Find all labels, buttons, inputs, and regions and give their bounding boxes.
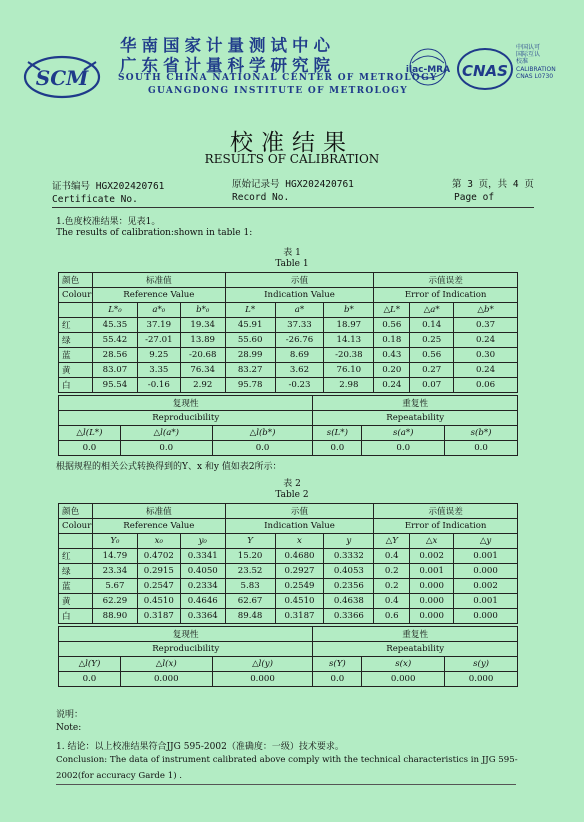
value-cell: 0.0 [362, 441, 445, 456]
value-cell: 0.0 [313, 672, 362, 687]
value-cell: 95.54 [92, 378, 137, 393]
value-cell: 0.14 [410, 318, 454, 333]
value-cell: 0.4510 [275, 594, 324, 609]
org-name-en-2: GUANGDONG INSTITUTE OF METROLOGY [148, 86, 409, 96]
value-cell: 0.3332 [324, 549, 374, 564]
repeatability-header-cn: 重复性 [313, 396, 518, 411]
sub-header: x [275, 534, 324, 549]
error-header-cn: 示值误差 [374, 273, 518, 288]
value-cell: 88.90 [92, 609, 137, 624]
table2-caption-en: Table 2 [275, 490, 309, 500]
sub-header: a* [275, 303, 324, 318]
value-cell: 0.2 [374, 564, 410, 579]
conclusion-cn: 1. 结论：以上校准结果符合JJG 595-2002（准确度：一级）技术要求。 [56, 742, 344, 752]
table-row [59, 318, 518, 333]
value-cell: 0.0 [313, 441, 362, 456]
value-cell: 2.98 [324, 378, 374, 393]
sub-header: △a* [410, 303, 454, 318]
ilac-mra-logo [400, 45, 456, 95]
value-cell: 15.20 [225, 549, 275, 564]
value-cell: 62.29 [92, 594, 137, 609]
value-cell: 0.06 [454, 378, 518, 393]
sub-header: a*₀ [137, 303, 180, 318]
repeatability-header-cn: 重复性 [313, 627, 518, 642]
reference-header-cn: 标准值 [92, 504, 225, 519]
colour-cell: 白 [59, 378, 93, 393]
value-cell: 9.25 [137, 348, 180, 363]
sub-header: s(x) [362, 657, 445, 672]
value-cell: -20.38 [324, 348, 374, 363]
value-cell: 0.3341 [180, 549, 225, 564]
value-cell: -0.16 [137, 378, 180, 393]
value-cell: 0.18 [374, 333, 410, 348]
value-cell: 5.67 [92, 579, 137, 594]
table1-repro [58, 395, 518, 456]
value-cell: 0.4638 [324, 594, 374, 609]
value-cell: 0.20 [374, 363, 410, 378]
colour-cell: 红 [59, 549, 93, 564]
sub-header: △x [410, 534, 454, 549]
sub-header: s(y) [445, 657, 518, 672]
value-cell: 0.2356 [324, 579, 374, 594]
table-row [59, 363, 518, 378]
value-cell: 0.4646 [180, 594, 225, 609]
colour-header-cn: 颜色 [59, 504, 93, 519]
sub-header: △l(a*) [120, 426, 212, 441]
value-cell: 8.69 [275, 348, 324, 363]
empty-cell [59, 534, 93, 549]
value-cell: 83.07 [92, 363, 137, 378]
table2-caption-cn: 表 2 [283, 479, 301, 489]
value-cell: 19.34 [180, 318, 225, 333]
footer-divider [56, 784, 516, 785]
value-cell: 0.0 [120, 441, 212, 456]
table1-caption-cn: 表 1 [283, 248, 301, 258]
value-cell: 0.2 [374, 579, 410, 594]
colour-cell: 黄 [59, 363, 93, 378]
intro-cn: 1.色度校准结果：见表1。 [56, 217, 161, 227]
colour-header-en: Colour [59, 288, 93, 303]
value-cell: 0.000 [410, 609, 454, 624]
sub-header: △y [454, 534, 518, 549]
value-cell: 45.35 [92, 318, 137, 333]
org-name-cn-2: 广东省计量科学研究院 [120, 56, 335, 75]
table-row [59, 378, 518, 393]
value-cell: 13.89 [180, 333, 225, 348]
value-cell: 0.0 [59, 672, 121, 687]
value-cell: 0.3187 [275, 609, 324, 624]
value-cell: 37.33 [275, 318, 324, 333]
reproducibility-header-en: Reproducibility [59, 642, 313, 657]
sub-header: b* [324, 303, 374, 318]
value-cell: 0.2549 [275, 579, 324, 594]
sub-header: s(L*) [313, 426, 362, 441]
value-cell: 0.000 [454, 564, 518, 579]
table-row [59, 333, 518, 348]
value-cell: 0.002 [410, 549, 454, 564]
value-cell: 0.0 [445, 441, 518, 456]
sub-header: Y [225, 534, 275, 549]
sub-header: s(a*) [362, 426, 445, 441]
value-cell: 14.13 [324, 333, 374, 348]
value-cell: 0.3366 [324, 609, 374, 624]
colour-header-en: Colour [59, 519, 93, 534]
value-cell: 0.002 [454, 579, 518, 594]
value-cell: -27.01 [137, 333, 180, 348]
value-cell: 0.37 [454, 318, 518, 333]
value-cell: 83.27 [225, 363, 275, 378]
repeatability-header-en: Repeatability [313, 411, 518, 426]
indication-header-cn: 示值 [225, 273, 374, 288]
value-cell: 0.4680 [275, 549, 324, 564]
colour-header-cn: 颜色 [59, 273, 93, 288]
sub-header: △l(x) [120, 657, 212, 672]
value-cell: 28.99 [225, 348, 275, 363]
value-cell: 0.001 [454, 549, 518, 564]
value-cell: 23.34 [92, 564, 137, 579]
table-row [59, 609, 518, 624]
value-cell: 0.000 [362, 672, 445, 687]
value-cell: 0.000 [454, 609, 518, 624]
header-divider [52, 207, 534, 208]
value-cell: 0.001 [410, 564, 454, 579]
value-cell: 76.34 [180, 363, 225, 378]
value-cell: 0.4510 [137, 594, 180, 609]
value-cell: 62.67 [225, 594, 275, 609]
value-cell: 0.000 [410, 579, 454, 594]
indication-header-cn: 示值 [225, 504, 374, 519]
sub-header: Y₀ [92, 534, 137, 549]
sub-header: y₀ [180, 534, 225, 549]
value-cell: 14.79 [92, 549, 137, 564]
sub-header: △l(L*) [59, 426, 121, 441]
value-cell: 0.000 [120, 672, 212, 687]
reference-header-en: Reference Value [92, 519, 225, 534]
value-cell: 0.4702 [137, 549, 180, 564]
table-row [59, 348, 518, 363]
colour-cell: 白 [59, 609, 93, 624]
value-cell: 0.6 [374, 609, 410, 624]
value-cell: 0.3364 [180, 609, 225, 624]
value-cell: 0.2334 [180, 579, 225, 594]
note-label-cn: 说明： [56, 710, 84, 720]
sub-header: b*₀ [180, 303, 225, 318]
value-cell: 76.10 [324, 363, 374, 378]
reference-header-en: Reference Value [92, 288, 225, 303]
table1-caption-en: Table 1 [275, 259, 309, 269]
value-cell: 23.52 [225, 564, 275, 579]
error-header-en: Error of Indication [374, 288, 518, 303]
table2-repro [58, 626, 518, 687]
value-cell: 0.24 [374, 378, 410, 393]
colour-cell: 蓝 [59, 579, 93, 594]
colour-cell: 蓝 [59, 348, 93, 363]
value-cell: 3.62 [275, 363, 324, 378]
value-cell: 0.25 [410, 333, 454, 348]
conclusion-en-2: 2002(for accuracy Garde 1) . [56, 771, 183, 781]
sub-header: x₀ [137, 534, 180, 549]
note-label-en: Note: [56, 723, 82, 733]
sub-header: △l(y) [212, 657, 313, 672]
value-cell: 2.92 [180, 378, 225, 393]
value-cell: 0.0 [212, 441, 313, 456]
sub-header: L*₀ [92, 303, 137, 318]
table-row [59, 564, 518, 579]
table2 [58, 503, 518, 624]
conversion-text: 根据规程的相关公式转换得到的Y、x 和y 值如表2所示： [56, 462, 282, 472]
value-cell: 28.56 [92, 348, 137, 363]
value-cell: -26.76 [275, 333, 324, 348]
value-cell: 0.30 [454, 348, 518, 363]
value-cell: 55.60 [225, 333, 275, 348]
conclusion-en-1: Conclusion: The data of instrument calibrated above comply with the technical characteristics in JJG 595- [56, 755, 518, 765]
value-cell: 0.2915 [137, 564, 180, 579]
colour-cell: 红 [59, 318, 93, 333]
value-cell: 0.56 [410, 348, 454, 363]
value-cell: 0.24 [454, 333, 518, 348]
value-cell: 0.4053 [324, 564, 374, 579]
value-cell: 0.3187 [137, 609, 180, 624]
value-cell: 0.07 [410, 378, 454, 393]
sub-header: △l(b*) [212, 426, 313, 441]
sub-header: △Y [374, 534, 410, 549]
value-cell: 0.4 [374, 549, 410, 564]
sub-header: △L* [374, 303, 410, 318]
reproducibility-header-cn: 复现性 [59, 627, 313, 642]
value-cell: 45.91 [225, 318, 275, 333]
value-cell: 55.42 [92, 333, 137, 348]
scm-logo [22, 50, 102, 102]
empty-cell [59, 303, 93, 318]
value-cell: 89.48 [225, 609, 275, 624]
table-row [59, 549, 518, 564]
reproducibility-header-cn: 复现性 [59, 396, 313, 411]
colour-cell: 绿 [59, 333, 93, 348]
value-cell: 18.97 [324, 318, 374, 333]
table-row [59, 441, 518, 456]
table-row [59, 672, 518, 687]
cnas-accreditation-text: 中国认可 国际互认 校准 CALIBRATION CNAS L0730 [516, 44, 556, 80]
value-cell: 0.43 [374, 348, 410, 363]
value-cell: 0.000 [445, 672, 518, 687]
sub-header: △l(Y) [59, 657, 121, 672]
table1 [58, 272, 518, 393]
record-number: 原始记录号 HGX202420761 Record No. [232, 179, 354, 203]
table-row [59, 594, 518, 609]
indication-header-en: Indication Value [225, 288, 374, 303]
value-cell: -0.23 [275, 378, 324, 393]
page-title-cn: 校准结果 [230, 130, 354, 156]
svg-text:CNAS: CNAS [462, 62, 508, 80]
sub-header: y [324, 534, 374, 549]
sub-header: s(Y) [313, 657, 362, 672]
value-cell: 95.78 [225, 378, 275, 393]
value-cell: 0.4 [374, 594, 410, 609]
value-cell: 3.35 [137, 363, 180, 378]
value-cell: 5.83 [225, 579, 275, 594]
cnas-logo [456, 45, 514, 95]
svg-text:SCM: SCM [35, 66, 89, 90]
svg-text:ilac-MRA: ilac-MRA [405, 65, 451, 75]
value-cell: 0.000 [212, 672, 313, 687]
value-cell: 0.4050 [180, 564, 225, 579]
value-cell: 0.56 [374, 318, 410, 333]
value-cell: 0.000 [410, 594, 454, 609]
value-cell: 0.27 [410, 363, 454, 378]
indication-header-en: Indication Value [225, 519, 374, 534]
certificate-number: 证书编号 HGX202420761 Certificate No. [52, 181, 165, 205]
reference-header-cn: 标准值 [92, 273, 225, 288]
table-row [59, 579, 518, 594]
colour-cell: 黄 [59, 594, 93, 609]
org-name-en-1: SOUTH CHINA NATIONAL CENTER OF METROLOGY [118, 73, 438, 83]
sub-header: s(b*) [445, 426, 518, 441]
colour-cell: 绿 [59, 564, 93, 579]
error-header-en: Error of Indication [374, 519, 518, 534]
intro-en: The results of calibration:shown in table 1: [56, 228, 253, 238]
error-header-cn: 示值误差 [374, 504, 518, 519]
value-cell: 0.001 [454, 594, 518, 609]
page-number: 第 3 页，共 4 页 Page of [452, 179, 534, 203]
value-cell: 0.2927 [275, 564, 324, 579]
value-cell: 0.2547 [137, 579, 180, 594]
value-cell: 0.0 [59, 441, 121, 456]
value-cell: 0.24 [454, 363, 518, 378]
sub-header: L* [225, 303, 275, 318]
page-title-en: RESULTS OF CALIBRATION [204, 152, 380, 166]
reproducibility-header-en: Reproducibility [59, 411, 313, 426]
org-name-cn-1: 华南国家计量测试中心 [120, 36, 335, 55]
repeatability-header-en: Repeatability [313, 642, 518, 657]
value-cell: -20.68 [180, 348, 225, 363]
sub-header: △b* [454, 303, 518, 318]
value-cell: 37.19 [137, 318, 180, 333]
